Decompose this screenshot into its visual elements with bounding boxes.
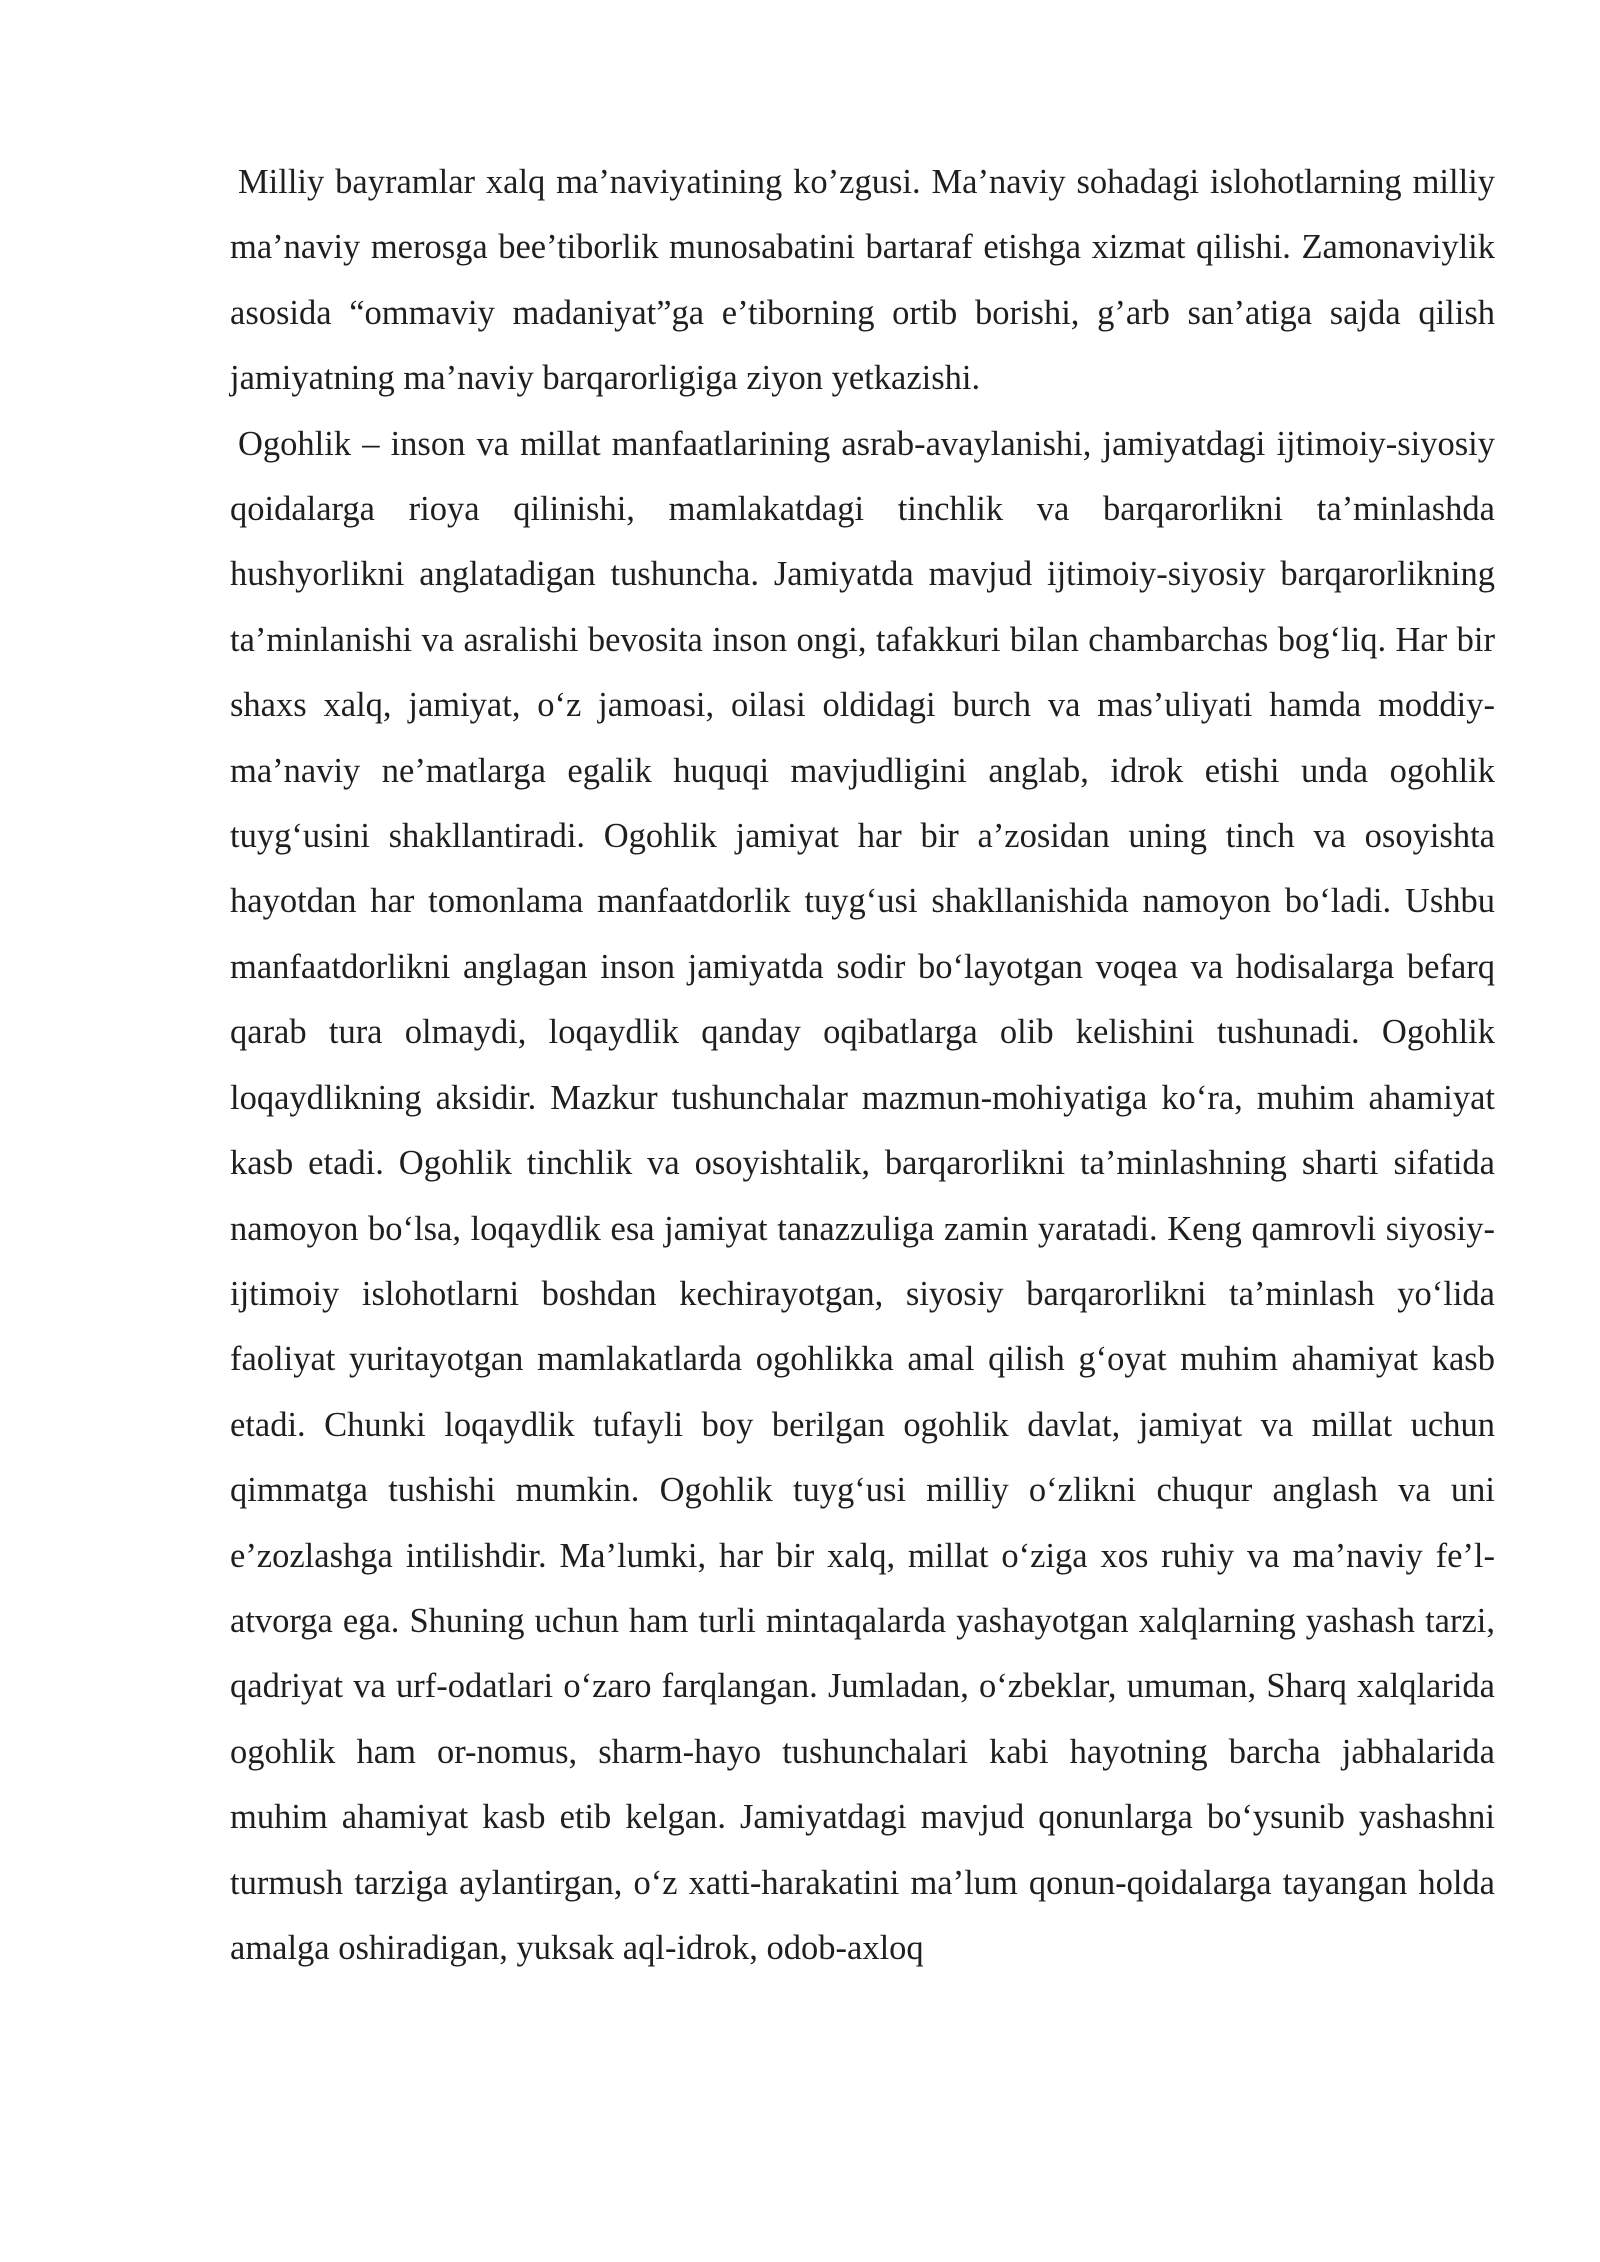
paragraph-ogohlik: Ogohlik – inson va millat manfaatlarining asrab-avaylanishi, jamiyatdagi ijtimoiy-siyosiy qoidalarga rioya qilinishi, mamlakatdagi tinchlik va barqarorlikni ta’minlashda hushyorlikni anglatadigan tushuncha. Jamiyatda mavjud ijtimoiy-siyosiy barqarorlikning ta’minlanishi va asralishi bevosita inson ongi, tafakkuri bilan chambarchas bog‘liq. Har bir shaxs xalq, jamiyat, o‘z jamoasi, oilasi oldidagi burch va mas’uliyati hamda moddiy-ma’naviy ne’matlarga egalik huquqi mavjudligini anglab, idrok etishi unda ogohlik tuyg‘usini shakllantiradi. Ogohlik jamiyat har bir a’zosidan uning tinch va osoyishta hayotdan har tomonlama manfaatdorlik tuyg‘usi shakllanishida namoyon bo‘ladi. Ushbu manfaatdorlikni anglagan inson jamiyatda sodir bo‘layotgan voqea va hodisalarga befarq qarab tura olmaydi, loqaydlik qanday oqibatlarga olib kelishini tushunadi. Ogohlik loqaydlikning aksidir. Mazkur tushunchalar mazmun-mohiyatiga ko‘ra, muhim ahamiyat kasb etadi. Ogohlik tinchlik va osoyishtalik, barqarorlikni ta’minlashning sharti sifatida namoyon bo‘lsa, loqaydlik esa jamiyat tanazzuliga zamin yaratadi. Keng qamrovli siyosiy-ijtimoiy islohotlarni boshdan kechirayotgan, siyosiy barqarorlikni ta’minlash yo‘lida faoliyat yuritayotgan mamlakatlarda ogohlikka amal qilish g‘oyat muhim ahamiyat kasb etadi. Chunki loqaydlik tufayli boy berilgan ogohlik davlat, jamiyat va millat uchun qimmatga tushishi mumkin. Ogohlik tuyg‘usi milliy o‘zlikni chuqur anglash va uni e’zozlashga intilishdir. Ma’lumki, har bir xalq, millat o‘ziga xos ruhiy va ma’naviy fe’l-atvorga ega. Shuning uchun ham turli mintaqalarda yashayotgan xalqlarning yashash tarzi, qadriyat va urf-odatlari o‘zaro farqlangan. Jumladan, o‘zbeklar, umuman, Sharq xalqlarida ogohlik ham or-nomus, sharm-hayo tushunchalari kabi hayotning barcha jabhalarida muhim ahamiyat kasb etib kelgan. Jamiyatdagi mavjud qonunlarga bo‘ysunib yashashni turmush tarziga aylantirgan, o‘z xatti-harakatini ma’lum qonun-qoidalarga tayangan holda amalga oshiradigan, yuksak aql-idrok, odob-axloq xyxy=(230,424,1495,1967)
document-body xyxy=(230,150,1495,1981)
paragraph-milliy-bayramlar: Milliy bayramlar xalq ma’naviyatining ko’zgusi. Ma’naviy sohadagi islohotlarning milliy ma’naviy merosga bee’tiborlik munosabatini bartaraf etishga xizmat qilishi. Zamonaviylik asosida “ommaviy madaniyat”ga e’tiborning ortib borishi, g’arb san’atiga sajda qilish jamiyatning ma’naviy barqarorligiga ziyon yetkazishi. xyxy=(230,163,1495,398)
